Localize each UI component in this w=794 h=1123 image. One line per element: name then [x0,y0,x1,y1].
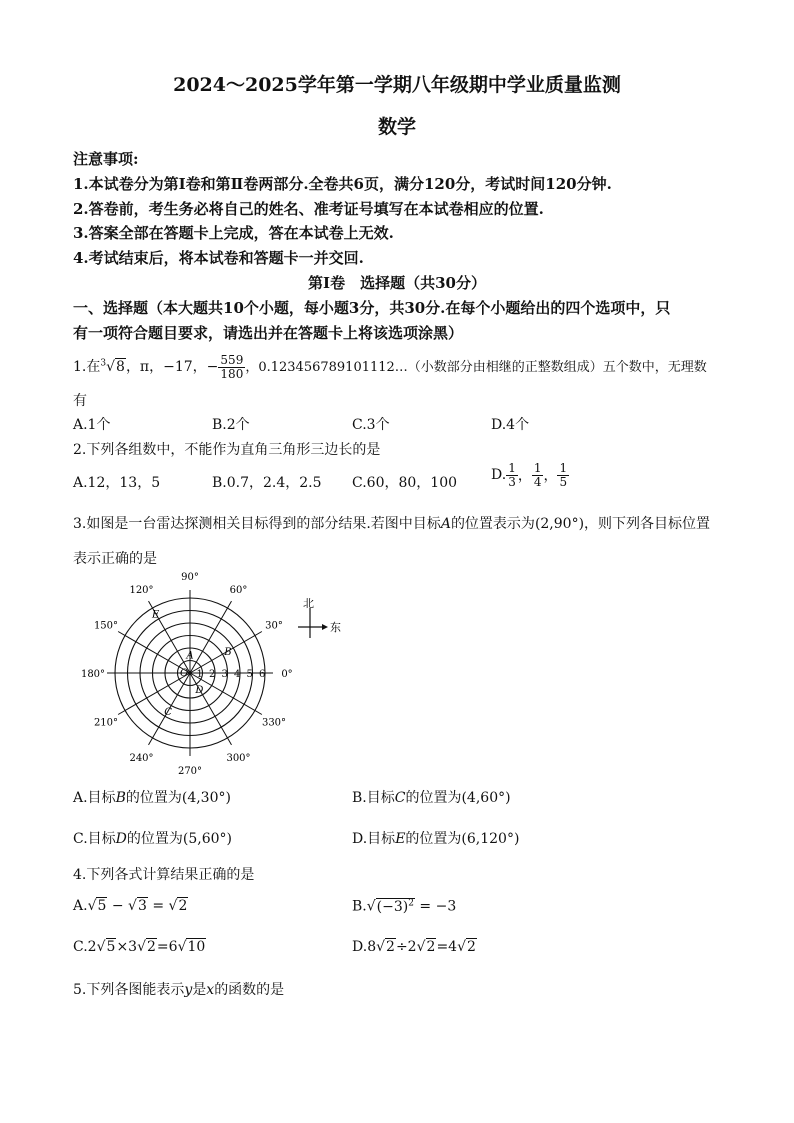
question-4-stem: 4.下列各式计算结果正确的是 [73,867,255,883]
q4-b-inner: (−3) [376,898,409,915]
compass-north-label: 北 [303,597,314,610]
part1-heading: 第Ⅰ卷 选择题（共30分） [308,274,486,292]
q3-option-d [352,828,519,848]
radar-angle-label-150: 150° [93,620,119,632]
radar-angle-label-240: 240° [129,753,154,765]
q3-opt-b-label: B.目标 [352,790,395,806]
question-2-stem: 2.下列各组数中，不能作为直角三角形三边长的是 [73,442,381,458]
q3-option-b [352,787,511,807]
q4-c-r3: 10 [187,939,206,955]
radar-angle-label-120: 120° [129,584,154,596]
q1-option-b: B.2个 [212,417,250,433]
q5-var-x: x [206,982,215,998]
q4-b-radicand [376,898,415,915]
radar-angle-label-30: 30° [265,620,283,632]
radar-ring-label-6: 6 [259,669,266,680]
q4-b-prefix: B. [352,898,367,915]
q3-opt-a-target: B [115,790,126,806]
radar-target-A: A [186,650,194,662]
q1-frac-num: 559 [220,353,244,367]
q1-fraction [218,354,245,380]
radar-target-B: B [224,647,232,659]
q3-opt-c-coord: (5,60°) [182,831,233,847]
q1-option-d: D.4个 [491,417,530,433]
question-3-line1 [73,513,710,533]
q2-frac-3-den: 5 [559,474,568,489]
radar-target-C: C [164,706,172,718]
q3-stem-b: 的位置表示为 [450,516,535,532]
q3-opt-d-mid: 的位置为 [405,831,462,847]
notice-item-4: 4.考试结束后，将本试卷和答题卡一并交回. [73,249,364,267]
q3-option-c [73,828,232,848]
q4-a-r1: 5 [97,898,107,914]
radar-origin-label: O [180,668,189,679]
q1-option-a: A.1个 [73,417,111,433]
q2-sep-1: ， [517,468,532,485]
question-1-line1: 1.在$^3$√8，π，−17，− $\frac{559}{180}$ ，0.123456789101112…（小数部分由相继的正整数组成）五个数中，无理数 [73,353,707,381]
radar-ring-label-2: 2 [209,669,216,680]
q1-cuberoot-arg: 8 [116,359,125,376]
exam-title: 2024～2025学年第一学期八年级期中学业质量监测 [173,74,621,96]
q5-var-y: y [184,982,193,998]
q2-option-c: C.60，80，100 [352,475,458,491]
radar-angle-label-210: 210° [93,717,119,729]
q2-option-d-prefix: D. [491,467,507,484]
radar-ring-label-5: 5 [246,669,253,680]
q2-frac-3 [557,462,569,488]
q4-a-op: − [111,898,124,914]
q2-option-b: B.0.7，2.4，2.5 [212,475,322,491]
q3-opt-b-coord: (4,60°) [461,790,511,806]
q1-option-c: C.3个 [352,417,390,433]
q4-d-op: ÷2 [395,939,417,955]
q2-option-d [491,462,569,488]
compass-east-arrow-icon [322,624,328,630]
q4-option-a: A.√5 − √3 = √2 [73,898,188,914]
compass [292,594,352,644]
q4-a-r3: 2 [178,898,188,914]
q2-frac-2 [532,462,544,488]
notice-item-2: 2.答卷前，考生务必将自己的姓名、准考证号填写在本试卷相应的位置. [73,200,544,218]
q2-frac-2-num: 1 [533,461,542,475]
q3-stem-a: 3.如图是一台雷达探测相关目标得到的部分结果.若图中目标 [73,516,441,532]
q4-c-c1: 2 [87,939,97,955]
radar-angle-label-0: 0° [281,669,293,680]
q3-opt-a-label: A.目标 [73,790,116,806]
q1-frac-den: 180 [220,366,244,381]
question-5-stem [73,979,284,999]
radar-angle-label-180: 180° [80,669,106,680]
q4-b-exp: 2 [408,898,414,908]
radar-ring-label-4: 4 [234,669,241,680]
section-instructions-line1: 一、选择题（本大题共10个小题，每小题3分，共30分.在每个小题给出的四个选项中，只 [73,299,671,317]
q3-opt-a-mid: 的位置为 [125,790,182,806]
radar-ring-label-1: 1 [196,669,203,680]
q1-tail: ，0.123456789101112…（小数部分由相继的正整数组成）五个数中，无理数 [245,360,707,376]
q3-option-a [73,787,231,807]
q3-opt-c-target: D [115,831,127,847]
q3-opt-d-coord: (6,120°) [461,831,520,847]
subject-title: 数学 [377,116,416,138]
q3-stem-c: ，则下列各目标位置 [584,516,711,532]
q4-option-d: D.8√2÷2√2=4√2 [352,939,476,955]
radar-ring-label-3: 3 [221,669,228,680]
radar-target-D: D [195,685,204,697]
q5-stem-b: 是 [192,982,207,998]
q4-d-c1: 8 [367,939,377,955]
q4-option-c: C.2√5×3√2=6√10 [73,939,206,955]
q2-frac-2-den: 4 [533,474,542,489]
notice-heading: 注意事项: [73,150,139,168]
question-3-line2: 表示正确的是 [73,551,157,567]
q2-frac-3-num: 1 [559,461,568,475]
q4-b-eq: = −3 [419,898,457,915]
radar-angle-label-330: 330° [261,717,287,729]
q3-opt-b-mid: 的位置为 [405,790,462,806]
q5-stem-a: 5.下列各图能表示 [73,982,185,998]
q4-c-op: ×3 [116,939,138,955]
q4-d-r1: 2 [386,939,395,955]
q4-c-prefix: C. [73,939,88,955]
q4-c-eq: =6 [156,939,178,955]
q3-opt-d-target: E [395,831,406,847]
q4-a-r2: 3 [137,898,147,914]
notice-item-3: 3.答案全部在答题卡上完成，答在本试卷上无效. [73,224,394,242]
radar-angle-label-300: 300° [226,753,251,765]
q3-opt-b-target: C [394,790,406,806]
radar-angle-label-60: 60° [229,584,248,596]
q3-opt-c-mid: 的位置为 [126,831,183,847]
q4-d-r2: 2 [426,939,436,955]
q4-option-b: $B.√(-3)^2 = -3$ [352,898,457,915]
q5-stem-c: 的函数的是 [214,982,285,998]
q4-d-prefix: D. [352,939,368,955]
q3-stem-target: A [440,516,451,532]
radar-angle-label-270: 270° [177,766,203,777]
compass-east-label: 东 [330,621,341,634]
q3-stem-coord: (2,90°) [534,516,585,532]
q4-c-r2: 2 [147,939,156,955]
q4-d-r3: 2 [467,939,476,955]
q2-frac-1 [506,462,518,488]
q1-prefix: 1.在 [73,359,101,376]
section-instructions-line2: 有一项符合题目要求，请选出并在答题卡上将该选项涂黑） [73,324,464,342]
q3-opt-c-label: C.目标 [73,831,116,847]
q4-a-eq: = [152,898,165,914]
q3-opt-d-label: D.目标 [352,831,396,847]
q2-option-a: A.12，13，5 [73,475,161,491]
question-1-line2: 有 [73,393,87,409]
radar-angle-label-90: 90° [181,572,199,583]
q4-a-prefix: A. [73,898,88,914]
q3-opt-a-coord: (4,30°) [181,790,231,806]
q2-frac-1-num: 1 [508,461,516,475]
q2-frac-1-den: 3 [508,474,516,489]
q2-sep-2: ， [543,468,558,485]
radar-target-E: E [151,609,160,621]
notice-item-1: 1.本试卷分为第Ⅰ卷和第Ⅱ卷两部分.全卷共6页，满分120分，考试时间120分钟. [73,175,612,193]
q4-d-eq: =4 [436,939,458,955]
q4-c-r1: 5 [106,939,116,955]
radar-ring-labels [197,669,266,680]
q1-cuberoot-index: 3 [100,358,107,369]
q1-mid: ，π，−17，− [125,359,219,376]
